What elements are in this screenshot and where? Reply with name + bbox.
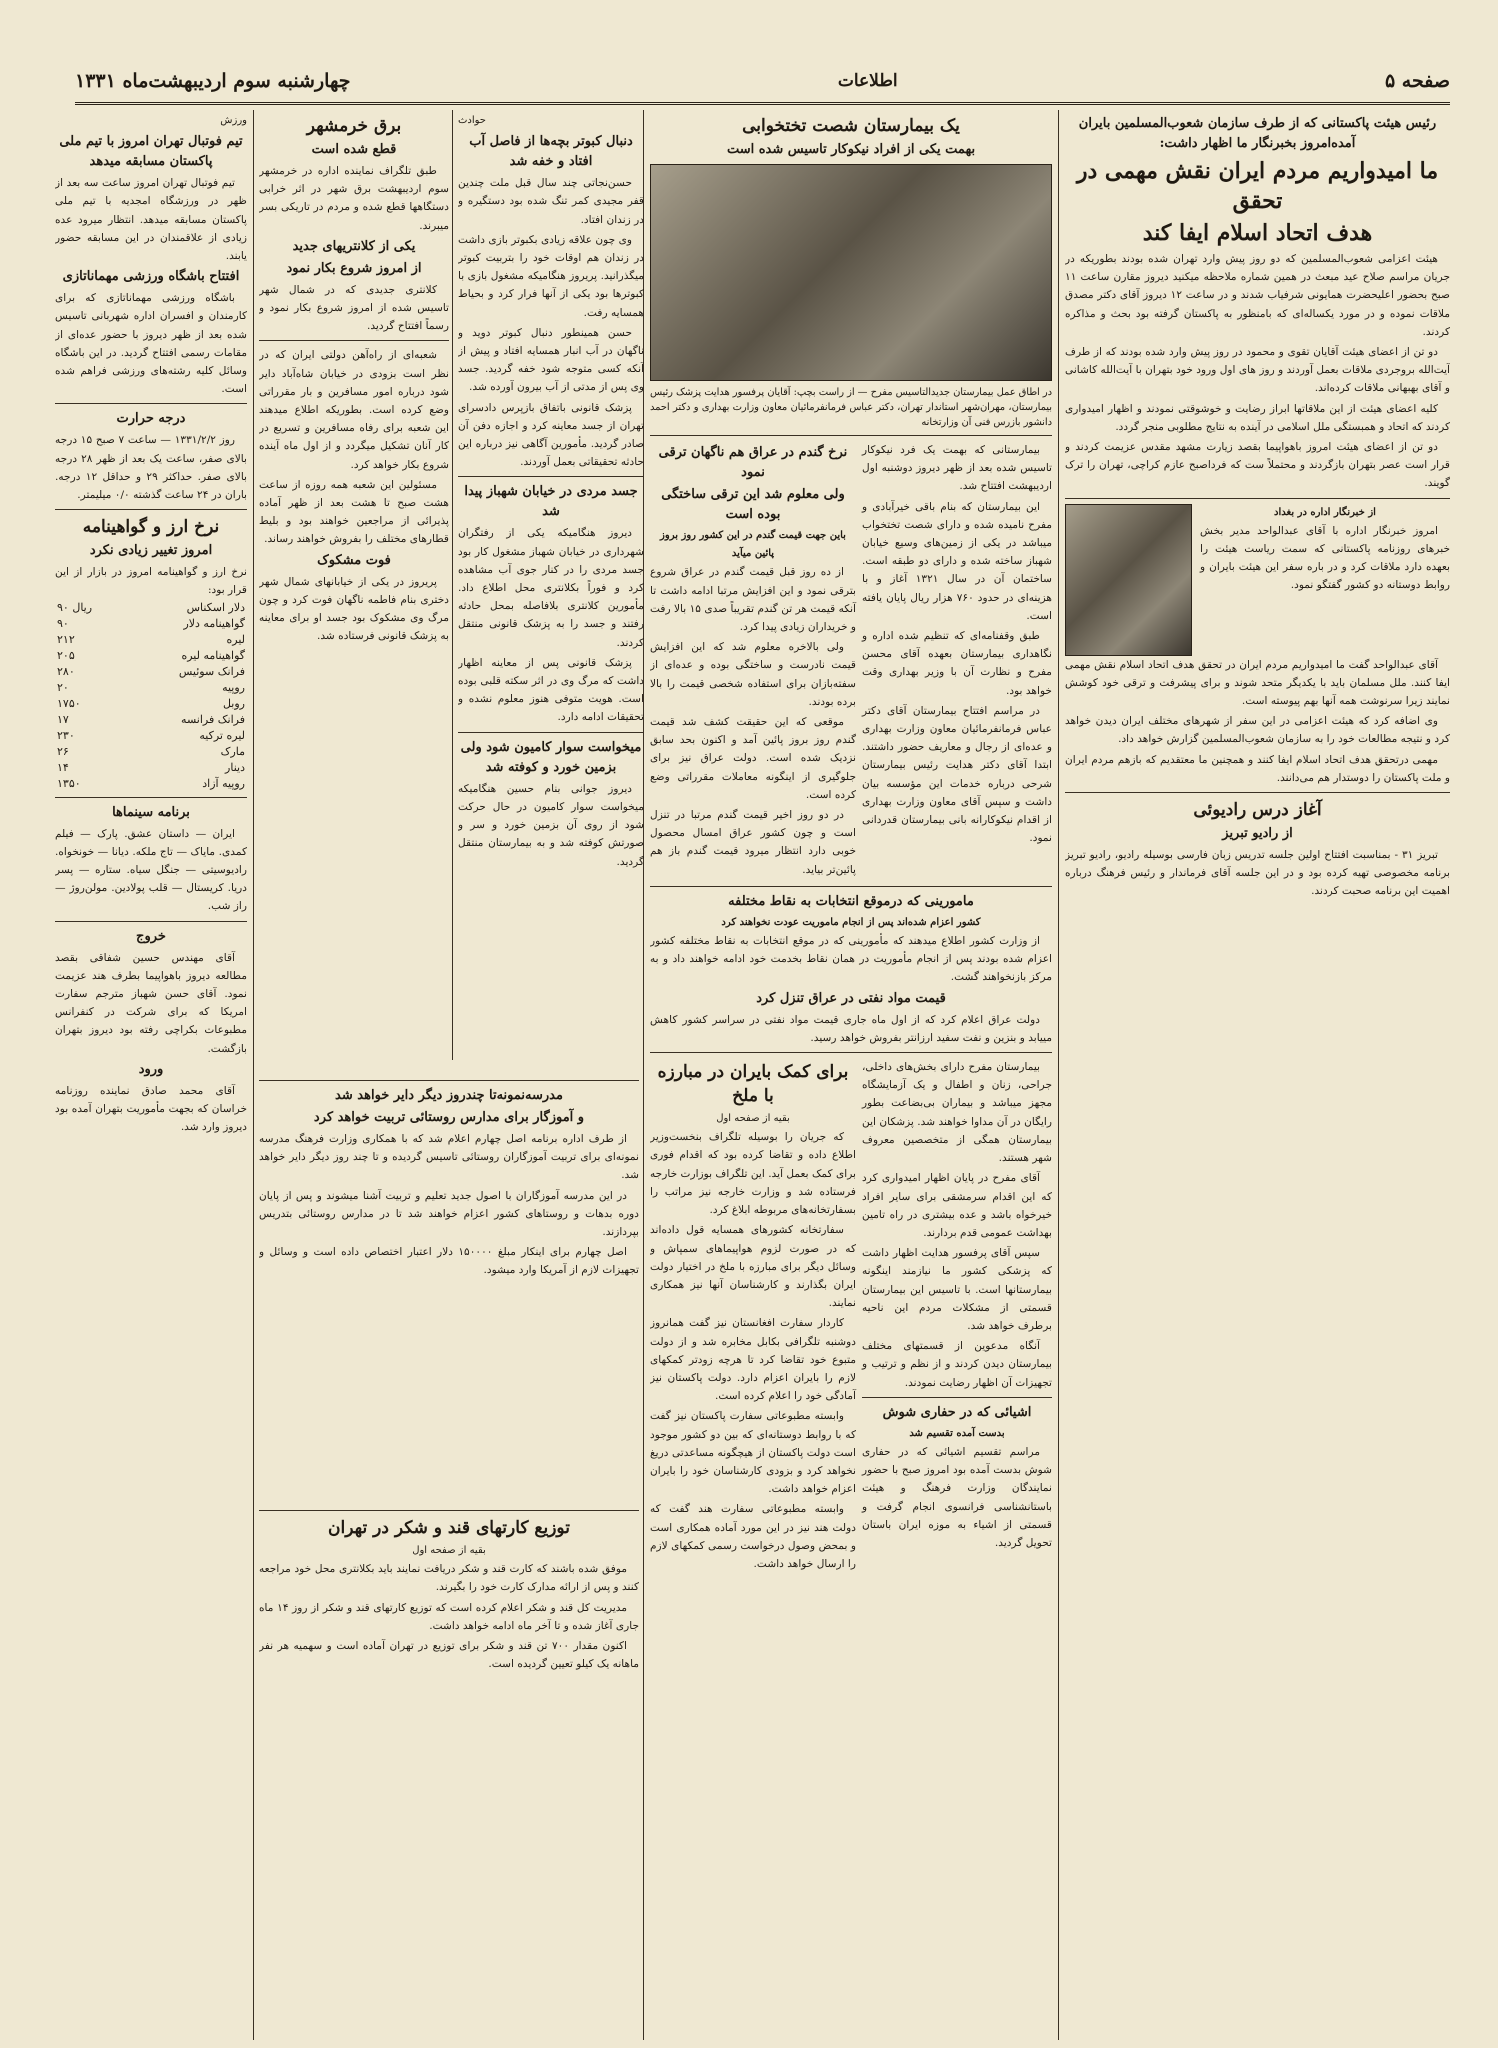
sugar-continued: بقیه از صفحه اول	[412, 1545, 486, 1556]
locust-paragraph: که جریان را بوسیله تلگراف بنخست‌وزیر اطلاع داده و تقاضا کرده بود که اقدام فوری برای کمک بعمل آید. این تلگراف بوزارت خارجه فرستاده شد و وزارت خارجه نیز مراتب را بسفارتخانه‌های مربوطه ابلاغ کرد.	[650, 1131, 856, 1217]
rate-row	[55, 728, 247, 744]
rate-value: ۲۶	[57, 744, 69, 758]
rate-value: ۲۸۰	[57, 664, 75, 678]
rate-name: دینار	[225, 760, 245, 774]
officials-subheadline: کشور اعزام شده‌اند پس از انجام ماموریت عودت نخواهند کرد	[721, 916, 981, 928]
rates-headline: نرخ ارز و گواهینامه	[82, 517, 220, 538]
school-headline: مدرسه‌نمونه‌تا چندروز دیگر دایر خواهد شد	[335, 1088, 563, 1103]
football-headline: تیم فوتبال تهران امروز با تیم ملی پاکستان مسابقه میدهد	[59, 134, 243, 170]
lead-paragraph: کلیه اعضای هیئت از این ملاقاتها ابراز رضایت و خوشوقتی نمودند و اظهار امیدواری کردند که اتحاد و همبستگی ملل اسلامی در آینده به نتایج مطلوبی منجر گردد.	[1065, 402, 1450, 433]
sugar-paragraph: مدیریت کل قند و شکر اعلام کرده است که توزیع کارتهای قند و شکر از روز ۱۴ ماه جاری آغاز شده و تا آخر ماه ادامه خواهد داشت.	[259, 1601, 639, 1632]
incident-paragraph: حسن‌نجاتی چند سال قبل ملت چندین قفر مجیدی کمر تنگ شده بود دستگیره و در زندان افتاد.	[458, 177, 644, 226]
hospital-paragraph: در مراسم افتتاح بیمارستان آقای دکتر عباس فرمانفرمائیان معاون وزارت بهداری و عده‌ای از رجال و معاریف حضور داشتند. ابتدا آقای دکتر هدایت رئیس بیمارستان شرحی درباره خدمات این مؤسسه بیان داشت و سپس آقای معاون وزارت بهداری از اقدام نیکوکارانه بانی بیمارستان قدردانی نمود.	[862, 704, 1052, 845]
divider	[1065, 792, 1450, 793]
lead-big-headline-1: ما امیدواریم مردم ایران نقش مهمی در تحقق	[1076, 158, 1439, 214]
page-number: صفحه ۵	[1384, 70, 1450, 92]
police-headline: یکی از کلانتریهای جدید	[292, 238, 416, 254]
lead-paragraph: وی اضافه کرد که هیئت اعزامی در این سفر از شهرهای مختلف ایران دیدن خواهد کرد و نتیجه مطالعات خود را به سازمان شعوب‌المسلمین گزارش خواهد داد.	[1065, 715, 1450, 746]
divider	[650, 435, 1052, 436]
divider	[55, 403, 247, 404]
column-incidents	[458, 112, 644, 1057]
power-headline: برق خرمشهر	[306, 116, 402, 136]
hospital-paragraph: طبق وقفنامه‌ای که تنظیم شده اداره و نگاهداری بیمارستان بعهده آقای محسن مفرح و نظارت آن با وزیر بهداری وقت خواهد بود.	[862, 630, 1052, 697]
officials-paragraph: از وزارت کشور اطلاع میدهند که مأمورینی که در موقع انتخابات به نقاط مختلفه کشور اعزام شده بودند پس از انجام مأموریت در همان نقاط بخدمت خود ادامه خواهند داد و به مرکز بازنخواهند گشت.	[650, 935, 1052, 984]
hospital-paragraph: این بیمارستان که بنام باقی خیرآبادی و مفرح نامیده شده و دارای شصت تختخواب میباشد در یکی از زمین‌های وسیع خیابان شهباز ساخته شده و دارای دو طبقه است. ساختمان آن در سال ۱۳۲۱ آغاز و با هزینه‌ای در حدود ۷۶۰ هزار ریال پایان یافته است.	[862, 500, 1052, 622]
football-paragraph: تیم فوتبال تهران امروز ساعت سه بعد از ظهر در ورزشگاه امجدیه با تیم ملی پاکستان مسابقه میدهد. انتظار میرود عده زیادی از علاقمندان در این مسابقه حضور یابند.	[55, 177, 247, 263]
rate-name: مارک	[220, 744, 245, 758]
rate-row	[55, 616, 247, 632]
rates-table	[55, 600, 247, 792]
rate-name: لیره	[226, 632, 245, 646]
club-headline: افتتاح باشگاه ورزشی مهماناتازی	[62, 269, 240, 285]
radio-paragraph: تبریز ۳۱ - بمناسبت افتتاح اولین جلسه تدریس زبان فارسی بوسیله رادیو، رادیو تبریز برنامه مخصوصی تهیه کرده بود و در این جلسه آقای فرماندار و رئیس فرهنگ درباره اهمیت این برنامه صحبت کردند.	[1065, 849, 1450, 898]
column-sports-rates	[55, 112, 247, 2037]
hospital-paragraph: آقای مفرح در پایان اظهار امیدواری کرد که این اقدام سرمشقی برای سایر افراد خیرخواه باشد و عده بیشتری در راه تامین بهداشت عمومی قدم بردارند.	[862, 1172, 1052, 1239]
divider	[259, 1080, 639, 1081]
hospital-headline: یک بیمارستان شصت تختخوابی	[742, 116, 960, 136]
local-paragraph: پریروز در یکی از خیابانهای شمال شهر دختری بنام فاطمه ناگهان فوت کرد و چون مرگ وی مشکوک بود جسد او برای معاینه به پزشک قانونی فرستاده شد.	[259, 575, 449, 643]
temperature-paragraph: روز ۱۳۳۱/۲/۲ — ساعت ۷ صبح ۱۵ درجه بالای صفر، ساعت یک بعد از ظهر ۲۸ درجه بالای صفر. حداکثر ۲۹ و حداقل ۱۲ درجه. باران در ۲۴ ساعت گذشته ۰/۰ میلیمتر.	[55, 434, 247, 502]
school-paragraph: در این مدرسه آموزگاران با اصول جدید تعلیم و تربیت آشنا میشوند و پس از پایان دوره بدهات و روستاهای کشور اعزام خواهند شد تا در مدارس روستائی بتدریس بپردازند.	[259, 1189, 639, 1239]
divider	[458, 476, 644, 477]
rate-name: روپیه	[222, 680, 245, 694]
rate-name: روبل	[222, 696, 245, 710]
lead-paragraph: دو تن از اعضای هیئت امروز باهواپیما بقصد زیارت مشهد مقدس عزیمت کردند و قرار است عصر بتهران بازگردند و محتملاً ست که فرداصبح عازم کراچی، تهران را ترک گویند.	[1065, 441, 1450, 490]
wheat-paragraph: در دو روز اخیر قیمت گندم مرتبا در تنزل است و چون کشور عراق امسال محصول خوبی دارد انتظار میرود قیمت گندم باز هم پائین‌تر بیاید.	[650, 809, 856, 876]
portrait-photo	[1065, 504, 1192, 656]
incident-paragraph: پزشک قانونی باتفاق بازپرس دادسرای تهران از جسد معاینه کرد و اجازه دفن آن صادر گردید. مأمورین آگاهی نیز درباره این حادثه تحقیقاتی بعمل آوردند.	[458, 401, 644, 469]
sports-label: ورزش	[220, 115, 247, 126]
rate-name: گواهینامه دلار	[183, 616, 245, 630]
rate-row	[55, 760, 247, 776]
divider	[650, 886, 1052, 887]
rate-row	[55, 648, 247, 664]
rate-name: روپیه آزاد	[202, 776, 245, 790]
temperature-headline: درجه حرارت	[116, 411, 186, 427]
rate-value: ۱۷	[57, 712, 69, 726]
divider	[1065, 498, 1450, 499]
rate-row	[55, 712, 247, 728]
lead-paragraph: امروز خبرنگار اداره با آقای عبدالواحد مدیر بخش خبرهای روزنامه پاکستانی که سمت ریاست هیئت را بعهده دارد ملاقات کرد و در باره سفر این هیئت بایران و روابط دوستانه دو کشور گفتگو نمود.	[1200, 524, 1450, 592]
rate-name: فرانک فرانسه	[181, 712, 245, 726]
divider	[259, 340, 449, 341]
local-paragraph: شعبه‌ای از راه‌آهن دولتی ایران که در نظر است بزودی در خیابان شاه‌آباد دایر شود درباره امور مسافرین و بار مقرراتی وضع کرده است. بطوریکه اطلاع میدهند این شعبه برای رفاه مسافرین و تسریع در کار آنان تشکیل میگردد و از اول ماه آینده شروع بکار خواهد کرد.	[259, 349, 449, 471]
rates-note: نرخ ارز و گواهینامه امروز در بازار از این قرار بود:	[55, 566, 247, 597]
correspondent-label: از خبرنگار اداره در بغداد	[1274, 506, 1376, 518]
divider	[55, 921, 247, 922]
club-paragraph: باشگاه ورزشی مهماناتازی که برای کارمندان و افسران اداره شهربانی تاسیس شده بعد از ظهر دیروز با حضور عده‌ای از مقامات رسمی افتتاح گردید. در این باشگاه وسائل کلیه رشته‌های ورزشی فراهم شده است.	[55, 292, 247, 396]
rates-subheadline: امروز تغییر زیادی نکرد	[89, 543, 213, 559]
rate-name: گواهینامه لیره	[181, 648, 245, 662]
incident-headline: دنبال کبوتر بچه‌ها از فاصل آب افتاد و خفه شد	[469, 134, 633, 170]
cinema-paragraph: ایران — داستان عشق. پارک — فیلم کمدی. مایاک — تاج ملکه. دیانا — خونخواه. رادیوسیتی — جنگل سیاه. ستاره — پسر دریا. کریستال — قلب پولادین. مولن‌روژ — راز شب.	[55, 827, 247, 913]
officials-headline: مامورینی که درموقع انتخابات به نقاط مختلفه	[728, 893, 974, 909]
lead-paragraph: هیئت اعزامی شعوب‌المسلمین که دو روز پیش وارد تهران شده بودند بطوریکه در جریان مراسم صلاح عید مبعث در همین شماره ملاحظه میکنید دیروز مقارن ساعت ۱۱ صبح بحضور اعلیحضرت همایونی شرفیاب شدند و در ساعت ۱۲ دیروز آقای دکتر مصدق ملاقات نموده و در مورد یکساله‌ای که بامنظور به پاکستان گرفته بود بحث و مذاکره کردند.	[1065, 253, 1450, 338]
column-rule	[452, 110, 453, 1060]
susa-subheadline: بدست آمده تقسیم شد	[909, 1427, 1005, 1439]
sugar-paragraph: موفق شده باشند که کارت قند و شکر دریافت نمایند باید بکلانتری محل خود مراجعه کنند و پس از ارائه مدارک کارت خود را بگیرند.	[259, 1563, 639, 1594]
rate-name: دلار اسکناس	[186, 600, 245, 614]
divider	[862, 1397, 1052, 1398]
rate-name: فرانک سوئیس	[178, 664, 245, 678]
lead-paragraph: دو تن از اعضای هیئت آقایان تقوی و محمود در روز پیش وارد شده بودند که از طرف آیت‌الله بروجردی ملاقات بعمل آوردند و روز های اول ورود خود بتهران با آیت‌الله کاشانی و آقای بهبهانی ملاقات کرده‌اند.	[1065, 346, 1450, 395]
wheat-subheadline: ولی معلوم شد این ترقی ساختگی بوده است	[661, 487, 845, 522]
wheat-paragraph: ولی بالاخره معلوم شد که این افزایش قیمت نادرست و ساختگی بوده و عده‌ای از سفته‌بازان برای استفاده شخصی قیمت را بالا برده بودند.	[650, 641, 856, 708]
oil-paragraph: دولت عراق اعلام کرد که از اول ماه جاری قیمت مواد نفتی در سراسر کشور کاهش مییابد و بنزین و نفت سفید ارزانتر بفروش خواهد رسید.	[650, 1013, 1052, 1044]
hospital-paragraph: آنگاه مدعوین از قسمتهای مختلف بیمارستان دیدن کردند و از نظم و ترتیب و تجهیزات آن اظهار رضایت نمودند.	[862, 1340, 1052, 1389]
locust-paragraph: سفارتخانه کشورهای همسایه قول داده‌اند که در صورت لزوم هواپیماهای سمپاش و وسائل دیگر برای مبارزه با ملخ در اختیار دولت ایران بگذارند و کارشناسان آنها نیز همکاری نمایند.	[650, 1224, 856, 1310]
column-hospital	[650, 112, 1052, 2037]
locust-paragraph: کاردار سفارت افغانستان نیز گفت همانروز دوشنبه تلگرافی بکابل مخابره شد و از دولت متبوع خود تقاضا کرد تا هرچه زودتر کمکهای لازم را بایران اعزام دارد. دولت پاکستان نیز آمادگی خود را اعلام کرده است.	[650, 1317, 856, 1403]
hospital-paragraph: بیمارستانی که بهمت یک فرد نیکوکار تاسیس شده بعد از ظهر دیروز دوشنبه اول اردیبهشت افتتاح شد.	[862, 444, 1052, 493]
issue-date: چهارشنبه سوم اردیبهشت‌ماه ۱۳۳۱	[75, 70, 351, 92]
column-lead-story	[1065, 112, 1450, 2037]
rate-row	[55, 632, 247, 648]
locust-paragraph: وابسته مطبوعاتی سفارت هند گفت که دولت هند نیز در این مورد آماده همکاری است و بمحض وصول درخواست رسمی کمکهای لازم را ارسال خواهد داشت.	[650, 1503, 856, 1570]
hospital-subheadline: بهمت یکی از افراد نیکوکار تاسیس شده است	[726, 142, 976, 157]
wheat-headline: نرخ گندم در عراق هم ناگهان ترقی نمود	[658, 445, 848, 480]
wheat-paragraph: از ده روز قبل قیمت گندم در عراق شروع بترقی نمود و این افزایش مرتبا ادامه داشت تا آنکه قیمت هر تن گندم تقریباً صدی ۱۵ بالا رفت و خریداران زیادی پیدا کرد.	[650, 566, 856, 634]
rate-row	[55, 776, 247, 792]
incident-paragraph: حسن همینطور دنبال کبوتر دوید و ناگهان در آب انبار همسایه افتاد و پیش از آنکه کسی متوجه شود خفه گردید. جسد وی پس از مدتی از آب بیرون آورده شد.	[458, 326, 644, 394]
incident-paragraph: دیروز جوانی بنام حسین هنگامیکه میخواست سوار کامیون در حال حرکت شود از روی آن بزمین خورد و سر و صورتش کوفته شد و به بیمارستان منتقل گردید.	[458, 782, 644, 868]
lead-paragraph: مهمی درتحقق هدف اتحاد اسلام ایفا کنند و همچنین ما معتقدیم که بازهم مردم ایران و ملت پاکستان را دوستدار هم می‌دانند.	[1065, 753, 1450, 784]
rate-value: ۲۱۲	[57, 632, 75, 646]
rate-row	[55, 696, 247, 712]
police-subheadline: از امروز شروع بکار نمود	[286, 260, 422, 276]
school-paragraph: از طرف اداره برنامه اصل چهارم اعلام شد که با همکاری وزارت فرهنگ مدرسه نمونه‌ای برای تربیت آموزگاران روستائی تاسیس گردیده و تا چند روز دیگر دایر خواهد شد.	[259, 1133, 639, 1182]
rate-row	[55, 664, 247, 680]
column-local-news	[259, 112, 449, 1072]
rate-value: ۲۳۰	[57, 728, 75, 742]
column-model-school	[259, 1075, 639, 1495]
school-paragraph: اصل چهارم برای اینکار مبلغ ۱۵۰۰۰۰ دلار اعتبار اختصاص داده است و وسائل و تجهیزات لازم از آمریکا وارد میشود.	[259, 1246, 639, 1277]
susa-paragraph: مراسم تقسیم اشیائی که در حفاری شوش بدست آمده بود امروز صبح با حضور نمایندگان وزارت فرهنگ و هیئت باستانشناسی فرانسوی انجام گرفت و قسمتی از اشیاء به موزه ایران باستان تحویل گردید.	[862, 1445, 1052, 1549]
departure-paragraph: آقای مهندس حسین شفاقی بقصد مطالعه دیروز باهواپیما بطرف هند عزیمت نمود. آقای حسن شهباز مترجم سفارت امریکا که برای شرکت در کنفرانس مطبوعات بکراچی رفته بود دیروز بتهران بازگشت.	[55, 951, 247, 1055]
locust-paragraph: وابسته مطبوعاتی سفارت پاکستان نیز گفت که با روابط دوستانه‌ای که بین دو کشور موجود است دولت پاکستان از هیچگونه مساعدتی دریغ نخواهد کرد و بزودی کارشناسان خود را بایران اعزام خواهد داشت.	[650, 1410, 856, 1496]
column-sugar-cards	[259, 1505, 639, 2035]
power-subheadline: قطع شده است	[311, 142, 397, 157]
hospital-photo	[650, 164, 1052, 381]
lead-big-headline-2: هدف اتحاد اسلام ایفا کند	[1142, 220, 1373, 246]
incident-headline: جسد مردی در خیابان شهباز پیدا شد	[464, 484, 638, 520]
divider	[55, 797, 247, 798]
incident-paragraph: وی چون علاقه زیادی بکبوتر بازی داشت در زندان هم اوقات خود را بتربیت کبوتر میگذرانید. پریروز هنگامیکه مشغول بازی با کبوترها بود یکی از آنها فرار کرد و بحیاط همسایه رفت.	[458, 233, 644, 319]
incident-headline: میخواست سوار کامیون شود ولی بزمین خورد و کوفته شد	[460, 739, 642, 775]
sugar-headline: توزیع کارتهای قند و شکر در تهران	[328, 1518, 570, 1538]
wheat-subheadline-2: باین جهت قیمت گندم در این کشور روز بروز پائین میآید	[660, 530, 846, 560]
divider	[259, 1510, 639, 1511]
local-paragraph: طبق تلگراف نماینده اداره در خرمشهر سوم اردیبهشت برق شهر در اثر خرابی دستگاهها قطع شده و مردم در تاریکی بسر میبرند.	[259, 165, 449, 232]
rate-row	[55, 600, 247, 616]
section-label: حوادث	[458, 115, 486, 126]
lead-headline: رئیس هیئت پاکستانی که از طرف سازمان شعوب‌المسلمین بایران آمده‌امروز بخبرنگار ما اظهار داشت:	[1078, 116, 1437, 151]
rate-row	[55, 744, 247, 760]
rate-value: ۱۳۵۰	[57, 776, 81, 790]
rate-name: لیره ترکیه	[199, 728, 245, 742]
local-paragraph: مسئولین این شعبه همه روزه از ساعت هشت صبح تا هشت بعد از ظهر آماده پذیرائی از مراجعین خواهند بود و بلیط قطارهای مختلف را بفروش خواهند رساند.	[259, 478, 449, 546]
divider	[458, 732, 644, 733]
radio-headline: آغاز درس رادیوئی	[1193, 800, 1322, 821]
rate-value: ۲۰۵	[57, 648, 75, 662]
death-headline: فوت مشکوک	[317, 552, 391, 568]
sugar-paragraph: اکنون مقدار ۷۰۰ تن قند و شکر برای توزیع در تهران آماده است و سهمیه هر نفر ماهانه یک کیلو تعیین گردیده است.	[259, 1640, 639, 1671]
paper-name: اطلاعات	[837, 71, 898, 91]
column-rule	[253, 110, 254, 2040]
locust-continued: بقیه از صفحه اول	[716, 1113, 790, 1125]
column-rule	[1058, 110, 1059, 2040]
radio-subheadline: از رادیو تبریز	[1222, 826, 1293, 842]
school-subheadline: و آموزگار برای مدارس روستائی تربیت خواهد کرد	[313, 1110, 585, 1125]
rate-value: ۱۷۵۰	[57, 696, 81, 710]
departure-headline: خروج	[136, 928, 166, 944]
divider	[650, 1052, 1052, 1053]
hospital-paragraph: سپس آقای پرفسور هدایت اظهار داشت که پزشکی کشور ما نیازمند اینگونه بیمارستانها است. با تاسیس این بیمارستان قسمتی از مشکلات مردم این ناحیه برطرف خواهد شد.	[862, 1247, 1052, 1332]
incident-paragraph: دیروز هنگامیکه یکی از رفتگران شهرداری در خیابان شهباز مشغول کار بود جسد مردی را در کنار جوی آب مشاهده کرد و فوراً بکلانتری محل اطلاع داد. مأمورین کلانتری بلافاصله بمحل حادثه رفتند و جسد را به پزشک قانونی منتقل کردند.	[458, 527, 644, 649]
rate-value: ۹۰ ریال	[57, 600, 93, 614]
local-paragraph: کلانتری جدیدی که در شمال شهر تاسیس شده از امروز شروع بکار نمود و رسماً افتتاح گردید.	[259, 283, 449, 333]
rate-value: ۱۴	[57, 760, 69, 774]
arrival-paragraph: آقای محمد صادق نماینده روزنامه خراسان که بجهت مأموریت بتهران آمده بود دیروز وارد شد.	[55, 1084, 247, 1134]
locust-headline: برای کمک بایران در مبارزه با ملخ	[657, 1062, 849, 1107]
incident-paragraph: پزشک قانونی پس از معاینه اظهار داشت که مرگ وی در اثر سکته قلبی بوده است. هویت متوفی هنوز معلوم نشده و تحقیقات ادامه دارد.	[458, 656, 644, 724]
divider	[55, 509, 247, 510]
photo-caption: در اطاق عمل بیمارستان جدیدالتاسیس مفرح — از راست بچپ: آقایان پرفسور هدایت پزشک رئیس بیمارستان، مهران‌شهر استاندار تهران، دکتر عباس فرمانفرمائیان معاون وزارت بهداری و دکتر احمد دانشور بازرس فنی آن وزارتخانه	[650, 387, 1052, 428]
wheat-paragraph: موقعی که این حقیقت کشف شد قیمت گندم روز بروز پائین آمد و اکنون بحد سابق نزدیک شده است. دولت عراق نیز برای جلوگیری از اینگونه معاملات مقرراتی وضع کرده است.	[650, 716, 856, 801]
arrival-headline: ورود	[138, 1061, 164, 1077]
rate-value: ۲۰	[57, 680, 69, 694]
masthead	[75, 60, 1450, 105]
cinema-headline: برنامه سینماها	[112, 804, 190, 820]
lead-paragraph: آقای عبدالواحد گفت ما امیدواریم مردم ایران در تحقق هدف اتحاد اسلام نقش مهمی ایفا کنند. ملل مسلمان باید با یکدیگر متحد شوند و برای پیشرفت و ترقی خود کوشش نمایند زیرا سرنوشت همه آنها بهم پیوسته است.	[1065, 658, 1450, 708]
oil-headline: قیمت مواد نفتی در عراق تنزل کرد	[756, 990, 946, 1006]
susa-headline: اشیائی که در حفاری شوش	[882, 1404, 1032, 1420]
hospital-paragraph: بیمارستان مفرح دارای بخش‌های داخلی، جراحی، زنان و اطفال و یک آزمایشگاه مجهز میباشد و بیماران بی‌بضاعت بطور رایگان در آن مداوا خواهند شد. پزشکان این بیمارستان همگی از متخصصین معروف شهر هستند.	[862, 1061, 1052, 1165]
rate-row	[55, 680, 247, 696]
rate-value: ۹۰	[57, 616, 69, 630]
